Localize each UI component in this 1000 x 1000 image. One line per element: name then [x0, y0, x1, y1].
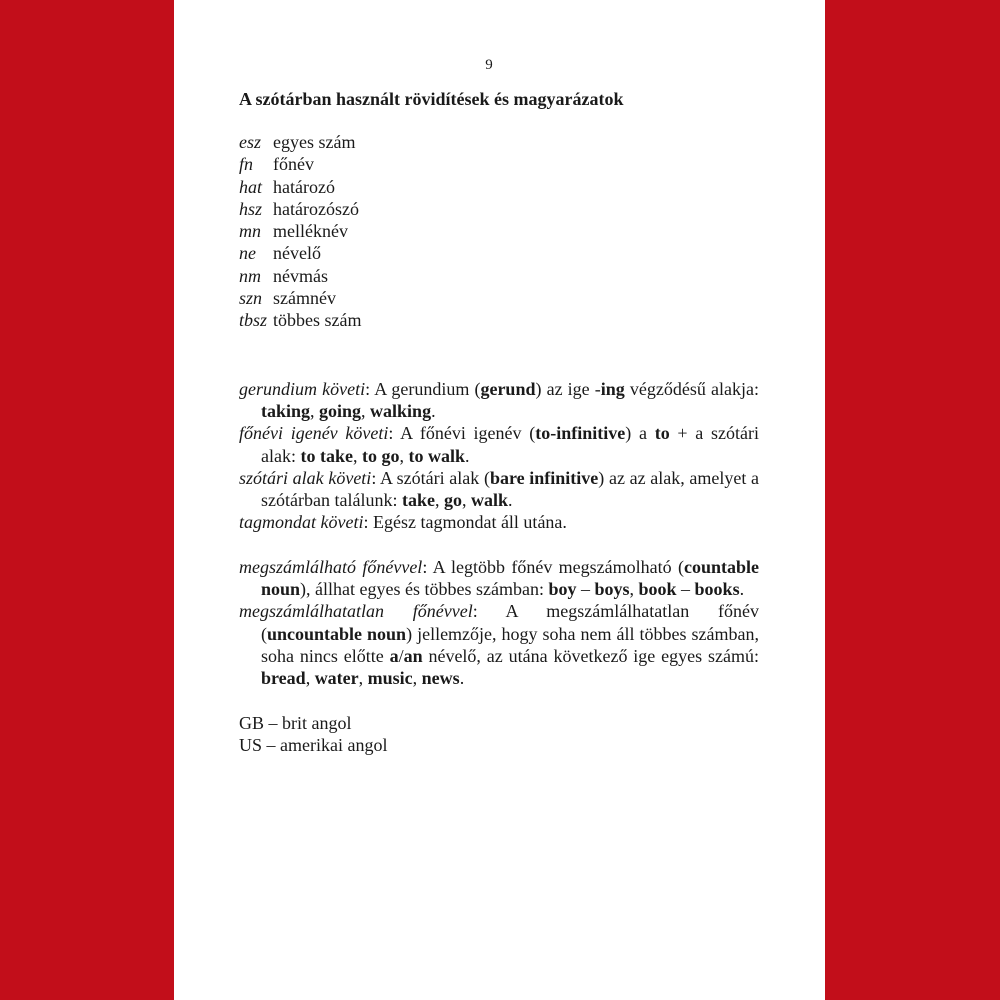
abbreviation-row: [239, 220, 759, 242]
separator: /: [398, 645, 404, 666]
example-word: to go: [361, 445, 400, 466]
separator: ,: [629, 579, 639, 600]
definition-text: : A legtöbb főnév megszámolható (: [422, 556, 684, 577]
separator: ,: [305, 668, 315, 689]
example-word: taking: [261, 400, 311, 421]
example-word: news: [421, 668, 460, 689]
example-word: boy: [548, 579, 577, 600]
abbreviation-meaning: többes szám: [273, 310, 362, 331]
english-term: ing: [600, 378, 625, 399]
example-word: go: [443, 490, 462, 511]
separator: .: [507, 490, 513, 511]
example-word: water: [314, 668, 359, 689]
definition-text: : A főnévi igenév (: [388, 423, 536, 444]
definition-text: ) a: [625, 423, 655, 444]
abbreviation-meaning: melléknév: [273, 221, 348, 242]
abbreviation-row: [239, 153, 759, 175]
book-page: [174, 0, 825, 1000]
definition-gerund: [239, 378, 759, 423]
separator: .: [739, 579, 745, 600]
separator: ,: [361, 400, 371, 421]
abbreviation-meaning: határozó: [273, 176, 335, 197]
definition-infinitive: [239, 422, 759, 467]
abbreviation-meaning: névmás: [273, 265, 328, 286]
definition-text: : A szótári alak (: [371, 467, 490, 488]
abbreviation: szn: [239, 288, 263, 309]
example-word: an: [403, 645, 423, 666]
definition-term: megszámlálható főnévvel: [239, 556, 423, 577]
example-word: walk: [470, 490, 508, 511]
definition-text: : Egész tagmondat áll utána.: [363, 512, 567, 533]
definition-text: : A gerundium (: [365, 378, 481, 399]
abbreviation: esz: [239, 132, 261, 152]
abbreviation: ne: [239, 243, 256, 264]
abbreviation: tbsz: [239, 310, 268, 331]
abbreviation-row: [239, 242, 759, 264]
abbreviation-row: [239, 265, 759, 287]
example-word: walking: [370, 400, 432, 421]
abbreviation-meaning: főnév: [273, 154, 314, 175]
abbreviation-row: [239, 198, 759, 220]
abbreviation-meaning: számnév: [273, 288, 336, 309]
abbreviation-meaning: névelő: [273, 243, 321, 264]
example-word: to take: [300, 445, 353, 466]
separator: .: [459, 668, 465, 689]
definition-text: ) az ige -: [535, 378, 601, 399]
definition-term: gerundium követi: [239, 378, 366, 399]
separator: .: [431, 400, 436, 421]
separator: .: [465, 445, 470, 466]
abbreviation: hat: [239, 176, 263, 197]
verb-form-definitions: [239, 378, 759, 534]
english-term: to-infinitive: [535, 423, 626, 444]
definition-countable: [239, 556, 759, 601]
abbreviation: mn: [239, 221, 261, 242]
separator: ,: [352, 445, 362, 466]
noun-definitions: [239, 556, 759, 690]
separator: –: [576, 579, 595, 600]
definition-text: névelő, az utána következő ige egyes számú:: [422, 645, 759, 666]
abbreviation: nm: [239, 265, 261, 286]
english-term: to: [654, 423, 670, 444]
region-gb: GB – brit angol: [239, 712, 352, 733]
example-word: take: [401, 490, 435, 511]
abbreviation-row: [239, 131, 759, 153]
example-word: bread: [261, 668, 306, 689]
separator: ,: [358, 668, 368, 689]
definition-text: ) az az alak, amelyet a szótárban találunk:: [261, 467, 760, 511]
example-word: boys: [594, 579, 630, 600]
definition-term: szótári alak követi: [239, 467, 372, 488]
separator: ,: [434, 490, 444, 511]
page-number: 9: [485, 57, 493, 73]
english-term: uncountable noun: [267, 623, 407, 644]
example-word: music: [367, 668, 413, 689]
abbreviation: hsz: [239, 198, 263, 219]
definition-text: ) jellemzője, hogy soha nem áll többes számban, soha nincs előtte: [261, 623, 760, 666]
example-word: a: [389, 645, 399, 666]
separator: –: [676, 579, 695, 600]
separator: ,: [310, 400, 320, 421]
definition-bare-infinitive: [239, 467, 759, 512]
separator: ,: [412, 668, 422, 689]
definition-clause: [239, 511, 759, 533]
abbreviation-row: [239, 176, 759, 198]
example-word: book: [638, 579, 677, 600]
abbreviation-row: [239, 287, 759, 309]
page-content: [239, 56, 759, 756]
example-word: going: [319, 400, 362, 421]
english-term: countable noun: [261, 556, 759, 600]
definition-term: főnévi igenév követi: [239, 423, 389, 444]
separator: ,: [461, 490, 471, 511]
page-heading: A szótárban használt rövidítések és magyarázatok: [239, 89, 624, 109]
abbreviation: fn: [239, 154, 254, 175]
abbreviation-meaning: egyes szám: [273, 132, 356, 152]
example-word: books: [694, 579, 740, 600]
definition-text: végződésű alakja:: [624, 378, 759, 399]
definition-term: megszámlálhatatlan főnévvel: [239, 601, 473, 622]
english-term: bare infinitive: [489, 467, 599, 488]
abbreviation-row: [239, 309, 759, 331]
english-term: gerund: [480, 378, 536, 399]
definition-text: + a szótári alak:: [261, 423, 760, 466]
definition-text: : A megszámlálhatatlan főnév (: [261, 601, 759, 644]
separator: ,: [399, 445, 409, 466]
region-labels: [239, 712, 759, 757]
region-us: US – amerikai angol: [239, 734, 388, 755]
definition-uncountable: [239, 600, 759, 689]
definition-text: ), állhat egyes és többes számban:: [300, 579, 549, 600]
abbreviation-list: [239, 131, 759, 332]
definition-term: tagmondat követi: [239, 512, 364, 533]
abbreviation-meaning: határozószó: [273, 198, 359, 219]
example-word: to walk: [408, 445, 465, 466]
